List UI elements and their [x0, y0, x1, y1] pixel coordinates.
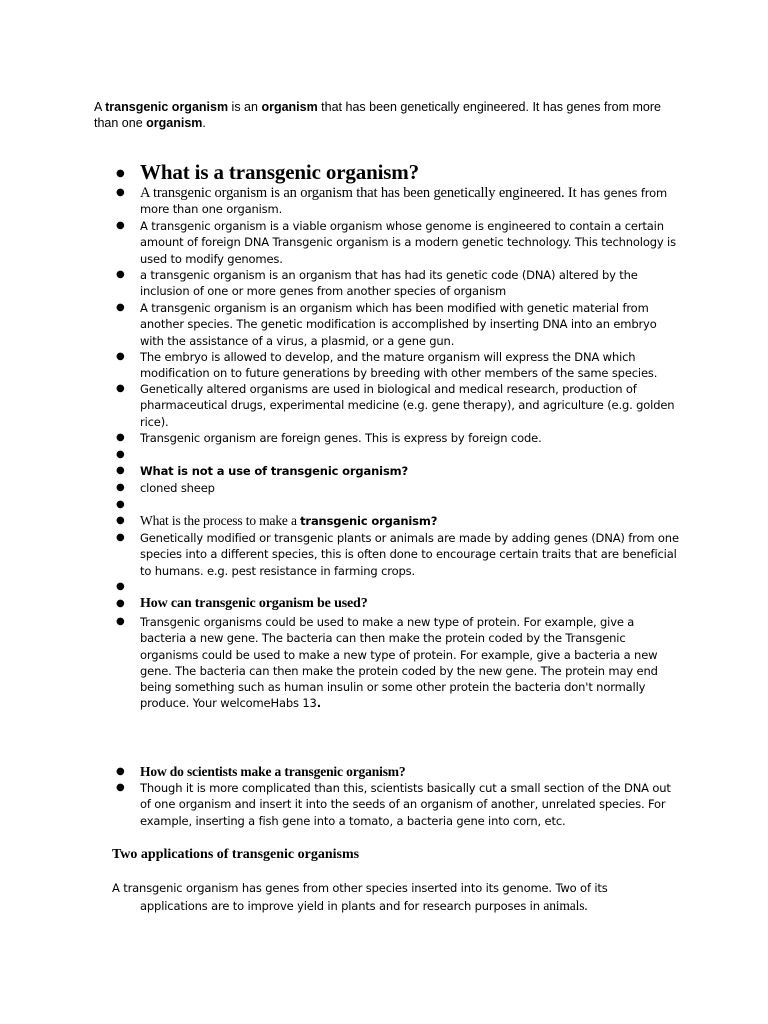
bullet-icon: ●	[116, 432, 125, 443]
question-serif-text: What is the process to make a	[140, 513, 301, 528]
bullet-icon: ●	[116, 351, 125, 362]
bullet-icon: ●	[116, 465, 125, 476]
answer-text: Genetically altered organisms are used in biological and medical research, production of pharmaceutical drugs, experimental medicine (e.g. gene therapy), and agriculture (e.g. golden rice).	[140, 382, 675, 429]
intro-text: that has been genetically engineered. It has genes from more than one	[94, 99, 661, 130]
intro-bold-term: organism	[261, 99, 318, 114]
bullet-icon: ●	[116, 482, 125, 493]
answer-serif-text: A transgenic organism is an organism that has been genetically engineered. It	[140, 185, 577, 201]
section-line-text: applications are to improve yield in plants and for research purposes in	[140, 899, 544, 913]
bullet-icon: ●	[116, 766, 125, 777]
answer-text: A transgenic organism is a viable organism whose genome is engineered to contain a certain amount of foreign DNA Transgenic organism is a modern genetic technology. This technology is used to modify genomes.	[140, 219, 676, 266]
intro-paragraph	[94, 99, 674, 131]
bullet-icon: ●	[116, 187, 125, 198]
section-line-serif: animals.	[543, 898, 588, 913]
answer-text: has genes from more than one organism.	[140, 186, 668, 217]
heading-question: What is a transgenic organism?	[140, 160, 420, 184]
section-line-indented	[112, 897, 652, 915]
answer-text: Though it is more complicated than this, scientists basically cut a small section of the DNA out of one organism and insert it into the seeds of an organism of another, unrelated species. For example, inserting a fish gene into a tomato, a bacteria gene into corn, etc.	[140, 781, 671, 828]
bullet-icon: ●	[116, 515, 125, 526]
bullet-icon: ●	[116, 383, 125, 394]
bullet-icon: ●	[116, 581, 125, 592]
bullet-icon: ●	[116, 302, 125, 313]
answer-text: Genetically modified or transgenic plants or animals are made by adding genes (DNA) from one species into a different species, this is often done to encourage certain traits that are beneficial to humans. e.g. pest resistance in farming crops.	[140, 531, 679, 578]
section-paragraph	[112, 880, 652, 915]
bullet-icon: ●	[116, 168, 125, 179]
question-heading: How do scientists make a transgenic organism?	[140, 764, 406, 779]
intro-bold-term: organism	[146, 115, 203, 130]
bullet-icon: ●	[116, 499, 125, 510]
question-heading: How can transgenic organism be used?	[140, 596, 368, 611]
section-line: A transgenic organism has genes from other species inserted into its genome. Two of its	[112, 881, 608, 895]
question-text: What is not a use of transgenic organism?	[140, 464, 409, 478]
intro-text: is an	[228, 99, 262, 114]
question-bold-text: transgenic organism?	[300, 514, 438, 528]
bullet-icon: ●	[116, 598, 125, 609]
section-heading: Two applications of transgenic organisms	[112, 847, 360, 862]
bullet-icon: ●	[116, 269, 125, 280]
answer-text: a transgenic organism is an organism that has had its genetic code (DNA) altered by the inclusion of one or more genes from another species of organism	[140, 268, 638, 299]
answer-text: The embryo is allowed to develop, and the mature organism will express the DNA which modification on to future generations by breeding with other members of the same species.	[140, 350, 658, 381]
intro-text: A	[94, 99, 106, 114]
answer-text: Transgenic organisms could be used to make a new type of protein. For example, give a bacteria a new gene. The bacteria can then make the protein coded by the Transgenic organisms could be used to make a new type of protein. For example, give a bacteria a new gene. The bacteria can then make the protein coded by the new gene. The protein may end being something such as human insulin or some other protein the bacteria don't normally produce. Your welcomeHabs 13	[140, 615, 658, 711]
answer-end-bold: .	[316, 696, 321, 711]
answer-text: A transgenic organism is an organism which has been modified with genetic material from another species. The genetic modification is accomplished by inserting DNA into an embryo with the assistance of a virus, a plasmid, or a gene gun.	[140, 301, 657, 348]
answer-text: cloned sheep	[140, 481, 215, 495]
bullet-icon: ●	[116, 782, 125, 793]
bullet-icon: ●	[116, 532, 125, 543]
bullet-icon: ●	[116, 449, 125, 460]
intro-text: .	[202, 115, 206, 130]
bullet-icon: ●	[116, 220, 125, 231]
intro-bold-term: transgenic organism	[105, 99, 229, 114]
answer-text: Transgenic organism are foreign genes. This is express by foreign code.	[140, 431, 542, 445]
bullet-icon: ●	[116, 616, 125, 627]
